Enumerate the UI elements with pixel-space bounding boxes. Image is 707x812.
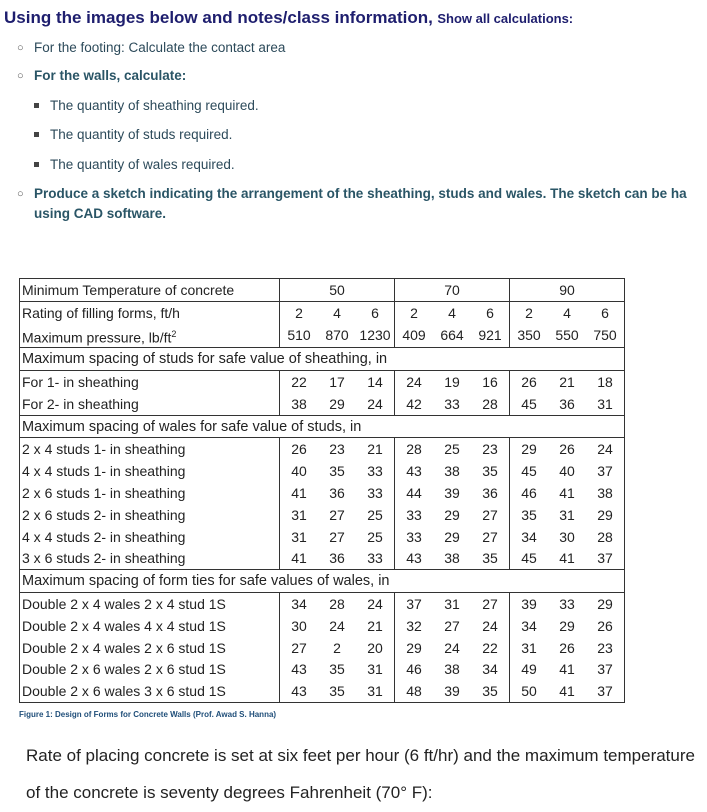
table-cell: 19 xyxy=(433,371,471,393)
table-cell: 21 xyxy=(548,371,586,393)
list-item-footing: ○ For the footing: Calculate the contact area xyxy=(0,38,707,58)
table-cell: 20 xyxy=(356,637,395,659)
table-cell: 23 xyxy=(586,637,625,659)
instructions-heading xyxy=(4,8,573,28)
table-cell: 1230 xyxy=(356,324,395,348)
table-cell: 2 xyxy=(280,301,319,323)
table-cell: 43 xyxy=(406,463,422,480)
table-cell: 37 xyxy=(586,680,625,702)
temperature-header: 90 xyxy=(510,279,625,302)
table-cell: 40 xyxy=(291,463,307,480)
table-cell: 34 xyxy=(521,617,537,634)
table-row xyxy=(20,438,625,460)
table-cell: 2 xyxy=(510,301,549,323)
table-row xyxy=(20,324,625,348)
table-cell: 24 xyxy=(356,393,395,415)
table-cell: 29 xyxy=(329,395,345,412)
table-cell: 31 xyxy=(291,506,307,523)
table-cell: 30 xyxy=(291,617,307,634)
square-bullet-icon xyxy=(34,162,39,167)
table-cell: 31 xyxy=(586,393,625,415)
row-label: 2 x 6 studs 2- in sheathing xyxy=(20,504,280,526)
table-row xyxy=(20,680,625,702)
table-cell: 27 xyxy=(471,504,510,526)
task-list xyxy=(0,36,707,224)
pressure-superscript: 2 xyxy=(171,328,177,339)
table-row xyxy=(20,301,625,323)
table-cell: 14 xyxy=(356,371,395,393)
table-cell: 29 xyxy=(559,617,575,634)
pressure-label: Maximum pressure, lb/ft xyxy=(22,329,172,346)
row-label: Double 2 x 4 wales 2 x 4 stud 1S xyxy=(20,593,280,615)
table-cell: 32 xyxy=(406,617,422,634)
table-row xyxy=(20,637,625,659)
section-title: Maximum spacing of studs for safe value of sheathing, in xyxy=(20,348,625,371)
table-cell: 17 xyxy=(318,371,356,393)
table-cell: 4 xyxy=(433,301,471,323)
table-row xyxy=(20,526,625,548)
temperature-header: 50 xyxy=(280,279,395,302)
temperature-header: 70 xyxy=(395,279,510,302)
row-label: Double 2 x 4 wales 4 x 4 stud 1S xyxy=(20,615,280,637)
table-cell: 24 xyxy=(471,615,510,637)
table-cell: 33 xyxy=(406,506,422,523)
table-cell: 27 xyxy=(329,506,345,523)
table-cell: 26 xyxy=(548,438,586,460)
table-cell: 48 xyxy=(406,683,422,700)
table-cell: 41 xyxy=(559,484,575,501)
table-cell: 664 xyxy=(440,327,464,344)
table-cell: 31 xyxy=(559,506,575,523)
table-cell: 29 xyxy=(586,593,625,615)
table-cell: 45 xyxy=(521,463,537,480)
table-cell: 49 xyxy=(521,661,537,678)
table-cell: 750 xyxy=(586,324,625,348)
table-cell: 2 xyxy=(395,301,434,323)
table-cell: 27 xyxy=(291,639,307,656)
row-label: For 2- in sheathing xyxy=(20,393,280,415)
section-header-row xyxy=(20,415,625,438)
circle-bullet-icon: ○ xyxy=(17,42,24,54)
heading-main: Using the images below and notes/class information, xyxy=(4,8,433,27)
table-cell: 550 xyxy=(555,327,579,344)
table-cell: 46 xyxy=(521,484,537,501)
table-cell: 2 xyxy=(333,639,341,656)
row-label: 2 x 6 studs 1- in sheathing xyxy=(20,482,280,504)
table-cell: 28 xyxy=(471,393,510,415)
table-cell: 26 xyxy=(559,639,575,656)
table-cell: 21 xyxy=(356,615,395,637)
table-cell: 41 xyxy=(559,661,575,678)
table-cell: 35 xyxy=(471,547,510,569)
row-label: 3 x 6 studs 2- in sheathing xyxy=(20,547,280,569)
table-cell: 33 xyxy=(406,528,422,545)
table-cell: 37 xyxy=(586,547,625,569)
table-cell: 31 xyxy=(433,593,471,615)
table-cell: 39 xyxy=(444,484,460,501)
table-cell: 6 xyxy=(586,301,625,323)
table-cell: 45 xyxy=(521,395,537,412)
table-cell: 510 xyxy=(287,327,311,344)
table-cell: 30 xyxy=(559,528,575,545)
table-cell: 870 xyxy=(325,327,349,344)
table-cell: 45 xyxy=(521,550,537,567)
table-cell: 40 xyxy=(559,463,575,480)
table-cell: 33 xyxy=(548,593,586,615)
table-cell: 25 xyxy=(356,504,395,526)
figure-caption: Figure 1: Design of Forms for Concrete Walls (Prof. Awad S. Hanna) xyxy=(19,710,277,719)
table-cell: 27 xyxy=(471,526,510,548)
circle-bullet-icon: ○ xyxy=(17,188,24,200)
section-title: Maximum spacing of wales for safe value of studs, in xyxy=(20,415,625,438)
row-label: Double 2 x 4 wales 2 x 6 stud 1S xyxy=(20,637,280,659)
table-cell: 35 xyxy=(329,463,345,480)
table-cell: 921 xyxy=(471,324,510,348)
table-cell: 18 xyxy=(586,371,625,393)
table-row xyxy=(20,460,625,482)
table-cell: 41 xyxy=(559,683,575,700)
table-cell: 31 xyxy=(521,639,537,656)
table-cell: 41 xyxy=(291,484,307,501)
table-cell: 29 xyxy=(444,506,460,523)
table-row xyxy=(20,393,625,415)
table-cell: 28 xyxy=(395,438,434,460)
table-cell: 36 xyxy=(559,395,575,412)
table-cell: 41 xyxy=(559,550,575,567)
table-cell: 21 xyxy=(356,438,395,460)
table-cell: 43 xyxy=(406,550,422,567)
table-cell: 36 xyxy=(471,482,510,504)
table-cell: 22 xyxy=(471,637,510,659)
list-item-sketch: ○ Produce a sketch indicating the arrangement of the sheathing, studs and wales. The sketch can be ha using CAD software. xyxy=(17,186,687,221)
table-cell: 24 xyxy=(586,438,625,460)
row-label: 2 x 4 studs 1- in sheathing xyxy=(20,438,280,460)
table-cell: 28 xyxy=(318,593,356,615)
table-row xyxy=(20,279,625,302)
table-cell: 38 xyxy=(444,463,460,480)
table-cell: 6 xyxy=(471,301,510,323)
table-cell: 23 xyxy=(471,438,510,460)
table-cell: 43 xyxy=(291,661,307,678)
table-cell: 4 xyxy=(318,301,356,323)
circle-bullet-icon: ○ xyxy=(17,70,24,82)
table-cell: 31 xyxy=(356,680,395,702)
table-row xyxy=(20,593,625,615)
table-cell: 35 xyxy=(471,460,510,482)
table-cell: 41 xyxy=(291,550,307,567)
row-label xyxy=(20,324,280,348)
table-cell: 39 xyxy=(510,593,549,615)
table-cell: 24 xyxy=(395,371,434,393)
table-cell: 27 xyxy=(329,528,345,545)
list-item-studs: The quantity of studs required. xyxy=(0,125,707,145)
row-label: 4 x 4 studs 1- in sheathing xyxy=(20,460,280,482)
table-cell: 25 xyxy=(356,526,395,548)
table-cell: 33 xyxy=(356,547,395,569)
table-cell: 39 xyxy=(444,683,460,700)
table-cell: 29 xyxy=(510,438,549,460)
table-cell: 42 xyxy=(406,395,422,412)
list-item-wales: The quantity of wales required. xyxy=(0,155,707,175)
table-cell: 26 xyxy=(586,615,625,637)
table-cell: 27 xyxy=(471,593,510,615)
table-cell: 31 xyxy=(356,658,395,680)
form-design-table xyxy=(19,278,625,703)
table-cell: 37 xyxy=(586,460,625,482)
table-cell: 27 xyxy=(444,617,460,634)
table-cell: 6 xyxy=(356,301,395,323)
table-cell: 43 xyxy=(291,683,307,700)
table-cell: 24 xyxy=(444,639,460,656)
table-cell: 409 xyxy=(402,327,426,344)
table-cell: 38 xyxy=(444,661,460,678)
table-cell: 46 xyxy=(406,661,422,678)
table-cell: 26 xyxy=(280,438,319,460)
row-label: 4 x 4 studs 2- in sheathing xyxy=(20,526,280,548)
list-item-sheathing: The quantity of sheathing required. xyxy=(0,96,707,116)
table-cell: 44 xyxy=(406,484,422,501)
table-cell: 4 xyxy=(548,301,586,323)
heading-sub: Show all calculations: xyxy=(437,11,574,26)
table-cell: 29 xyxy=(586,504,625,526)
table-cell: 23 xyxy=(318,438,356,460)
row-label: Rating of filling forms, ft/h xyxy=(20,301,280,323)
table-cell: 28 xyxy=(586,526,625,548)
row-label: Double 2 x 6 wales 3 x 6 stud 1S xyxy=(20,680,280,702)
square-bullet-icon xyxy=(34,132,39,137)
table-cell: 26 xyxy=(510,371,549,393)
table-row xyxy=(20,371,625,393)
table-row xyxy=(20,482,625,504)
table-cell: 29 xyxy=(444,528,460,545)
table-cell: 35 xyxy=(521,506,537,523)
row-label: Minimum Temperature of concrete xyxy=(20,279,280,302)
section-title: Maximum spacing of form ties for safe values of wales, in xyxy=(20,570,625,593)
table-cell: 350 xyxy=(517,327,541,344)
row-label: For 1- in sheathing xyxy=(20,371,280,393)
row-label: Double 2 x 6 wales 2 x 6 stud 1S xyxy=(20,658,280,680)
table-cell: 33 xyxy=(444,395,460,412)
table-cell: 33 xyxy=(356,460,395,482)
table-row xyxy=(20,615,625,637)
table-row xyxy=(20,547,625,569)
table-cell: 38 xyxy=(586,482,625,504)
table-cell: 25 xyxy=(433,438,471,460)
table-cell: 38 xyxy=(444,550,460,567)
table-cell: 37 xyxy=(586,658,625,680)
table-cell: 29 xyxy=(406,639,422,656)
table-cell: 36 xyxy=(329,484,345,501)
table-cell: 37 xyxy=(395,593,434,615)
table-row xyxy=(20,504,625,526)
table-cell: 34 xyxy=(521,528,537,545)
table-cell: 38 xyxy=(291,395,307,412)
table-cell: 31 xyxy=(291,528,307,545)
table-cell: 24 xyxy=(356,593,395,615)
table-cell: 35 xyxy=(329,683,345,700)
table-cell: 35 xyxy=(329,661,345,678)
table-cell: 24 xyxy=(329,617,345,634)
list-item-walls: ○ For the walls, calculate: xyxy=(0,66,707,86)
section-header-row xyxy=(20,348,625,371)
table-cell: 34 xyxy=(280,593,319,615)
table-cell: 33 xyxy=(356,482,395,504)
table-row xyxy=(20,658,625,680)
table-cell: 22 xyxy=(280,371,319,393)
table-cell: 34 xyxy=(471,658,510,680)
problem-statement: Rate of placing concrete is set at six feet per hour (6 ft/hr) and the maximum temperature of the concrete is seventy degrees Fahrenheit (70° F): xyxy=(26,746,695,802)
square-bullet-icon xyxy=(34,103,39,108)
table-cell: 16 xyxy=(471,371,510,393)
table-cell: 35 xyxy=(471,680,510,702)
table-cell: 36 xyxy=(329,550,345,567)
section-header-row xyxy=(20,570,625,593)
table-cell: 50 xyxy=(521,683,537,700)
